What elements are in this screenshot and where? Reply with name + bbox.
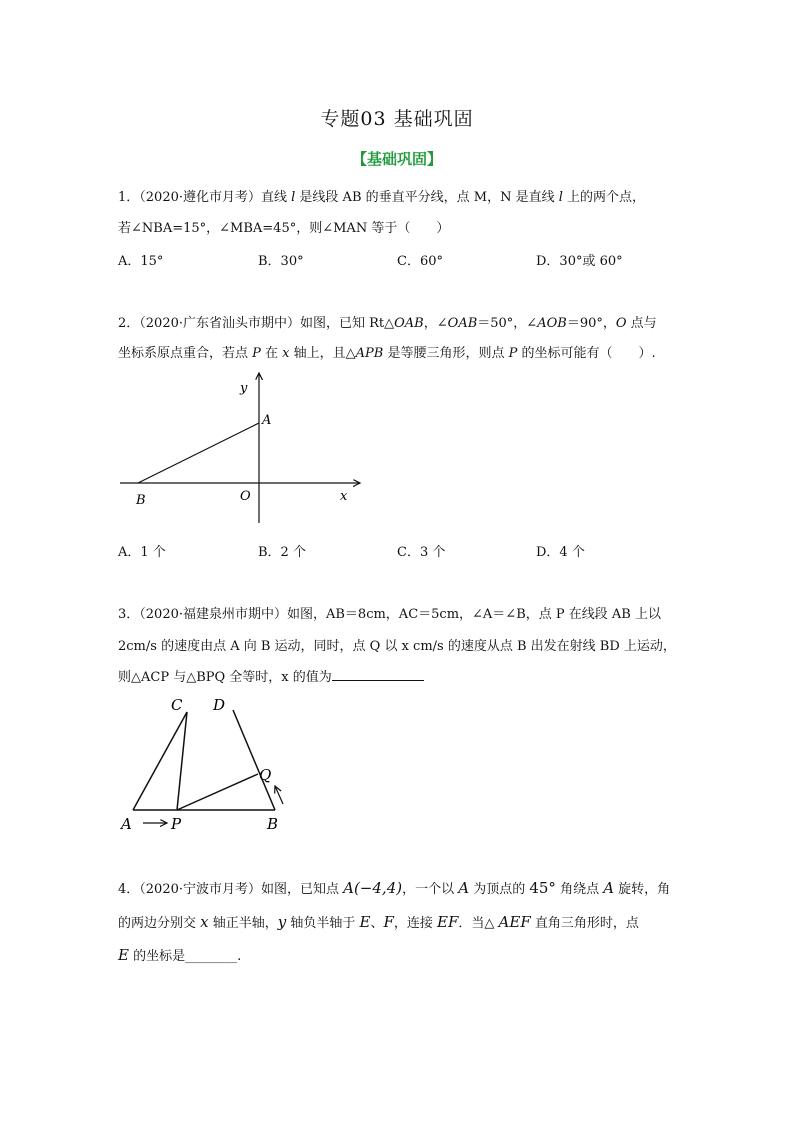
q4-text: 轴正半轴， <box>208 916 278 931</box>
q1-option-c: C．60° <box>397 254 443 269</box>
arrow-b-to-d <box>275 786 283 804</box>
q4-line-3 <box>118 945 241 964</box>
q4-var: E <box>118 946 129 964</box>
q2-text: 坐标系原点重合，若点 <box>118 346 253 361</box>
q2-text: 2．（2020·广东省汕头市期中）如图，已知 Rt△ <box>118 316 395 331</box>
q4-text: 角绕点 <box>555 882 604 897</box>
q4-text: 、 <box>370 916 384 931</box>
q2-text: 在 <box>260 346 283 361</box>
q2-var: AOB <box>537 316 567 331</box>
segment-pq <box>177 774 258 810</box>
q1-line-2: 若∠NBA=15°，∠MBA=45°，则∠MAN 等于（ ） <box>118 221 450 236</box>
q2-var: OAB <box>447 316 478 331</box>
point-d-label: D <box>213 696 226 714</box>
q2-text: ＝90°， <box>566 316 616 331</box>
q1-option-a: A．15° <box>118 254 164 269</box>
q2-line-1 <box>118 312 657 331</box>
q4-text: 轴负半轴于 <box>286 916 360 931</box>
q4-var: A <box>458 879 470 897</box>
q2-var: APB <box>355 346 384 361</box>
q3-line-3 <box>118 666 424 685</box>
q4-text: ．当△ <box>458 916 499 931</box>
q1-line-1 <box>118 186 645 205</box>
q2-option-b: B．2 个 <box>258 545 306 560</box>
segment-bd <box>233 710 275 810</box>
q2-var: x <box>282 346 290 361</box>
q4-var: EF <box>437 913 459 931</box>
q4-line-1 <box>118 878 670 897</box>
origin-label: O <box>240 489 251 504</box>
q1-var-l: l <box>558 190 563 205</box>
q1-text: 1．（2020·遵化市月考）直线 <box>118 190 292 205</box>
point-a-label: A <box>262 413 272 428</box>
q4-angle: 45° <box>529 879 556 897</box>
q2-text: 点与 <box>626 316 657 331</box>
q4-text: 4．（2020·宁波市月考）如图，已知点 <box>118 882 344 897</box>
q4-line-2 <box>118 912 639 931</box>
q2-option-c: C．3 个 <box>397 545 446 560</box>
q2-text: ，∠ <box>423 316 448 331</box>
q2-var: O <box>615 316 627 331</box>
q4-text: 为顶点的 <box>469 882 530 897</box>
q4-text: 旋转，角 <box>614 882 671 897</box>
q2-text: 轴上，且△ <box>289 346 356 361</box>
x-axis-label: x <box>340 489 348 504</box>
y-axis-label: y <box>240 381 248 396</box>
q4-var: AEF <box>498 913 531 931</box>
q4-text: ，一个以 <box>402 882 459 897</box>
q2-option-a: A．1 个 <box>118 545 166 560</box>
answer-blank[interactable] <box>332 668 424 681</box>
q4-var: y <box>277 913 287 931</box>
q1-text: 上的两个点， <box>562 190 646 205</box>
q2-option-d: D．4 个 <box>536 545 585 560</box>
q2-figure-coordinate-diagram <box>110 368 380 533</box>
q3-figure-triangles <box>115 692 305 837</box>
page-title: 专题03 基础巩固 <box>320 108 474 130</box>
q2-var: P <box>508 346 518 361</box>
q4-text: 的坐标是________. <box>128 949 242 964</box>
q4-text: 的两边分别交 <box>118 916 201 931</box>
q2-text: ＝50°，∠ <box>477 316 538 331</box>
q1-option-b: B．30° <box>258 254 304 269</box>
q2-text: 的坐标可能有（ ）. <box>517 346 656 361</box>
q4-var: F <box>383 913 394 931</box>
segment-ab <box>138 423 259 483</box>
q1-option-d: D．30°或 60° <box>536 254 623 269</box>
q1-text: 是线段 AB 的垂直平分线，点 M，N 是直线 <box>295 190 559 205</box>
point-q-label: Q <box>259 766 272 784</box>
point-p-label: P <box>171 815 182 833</box>
point-c-label: C <box>171 696 183 714</box>
q2-var: OAB <box>394 316 424 331</box>
q4-text: 直角三角形时，点 <box>530 916 639 931</box>
q4-point-a: A(−4,4) <box>343 879 403 897</box>
q4-var: E <box>359 913 371 931</box>
q4-var: x <box>200 913 209 931</box>
q3-line-2: 2cm/s 的速度由点 A 向 B 运动，同时，点 Q 以 x cm/s 的速度从点 B 出发在射线 BD 上运动， <box>118 639 676 654</box>
q4-text: ，连接 <box>393 916 438 931</box>
q1-var-l: l <box>291 190 296 205</box>
q2-var: P <box>252 346 261 361</box>
q2-line-2 <box>118 342 656 361</box>
q2-text: 是等腰三角形，则点 <box>383 346 509 361</box>
point-b-label: B <box>136 493 146 508</box>
q4-var: A <box>603 879 615 897</box>
point-b-label: B <box>267 815 279 833</box>
q3-text: 则△ACP 与△BPQ 全等时，x 的值为 <box>118 670 332 685</box>
section-heading: 【基础巩固】 <box>351 150 442 168</box>
point-a-label: A <box>121 815 132 833</box>
q3-line-1: 3．（2020·福建泉州市期中）如图，AB＝8cm，AC＝5cm，∠A＝∠B，点 P 在线段 AB 上以 <box>118 607 661 622</box>
